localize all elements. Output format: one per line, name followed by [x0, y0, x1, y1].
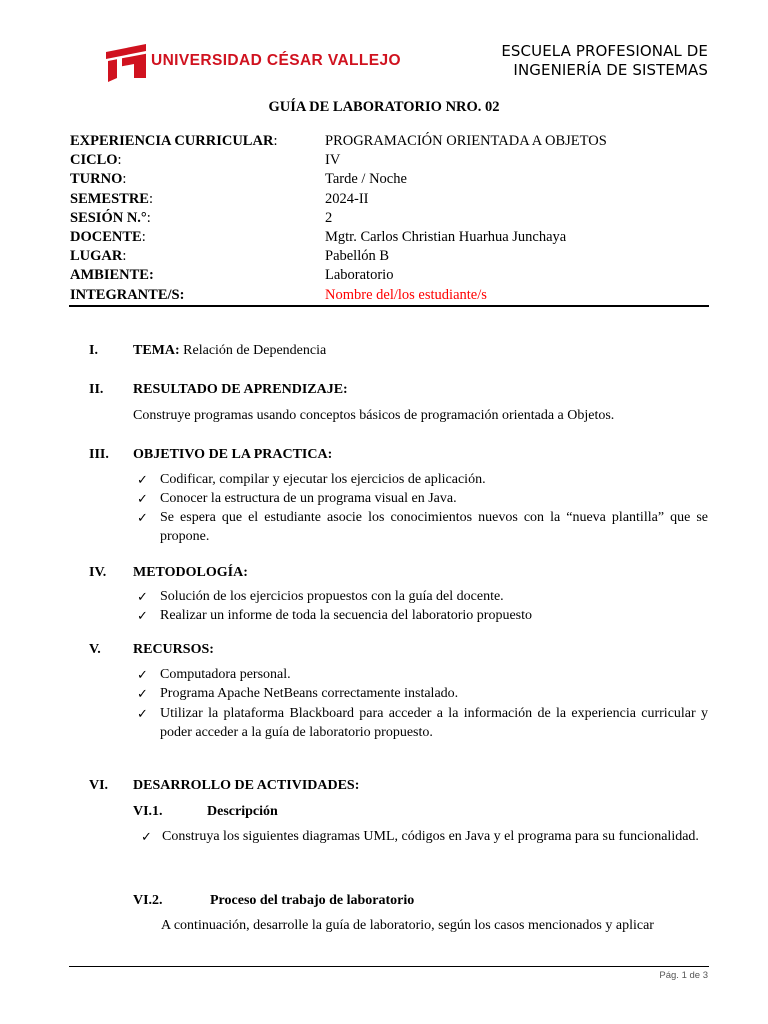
- section-title: RECURSOS:: [133, 642, 214, 657]
- info-row-experiencia: [70, 132, 710, 151]
- info-label: SESIÓN N.°: [70, 209, 147, 226]
- section-paragraph: Construye programas usando conceptos básicos de programación orientada a Objetos.: [133, 408, 615, 423]
- info-row-ciclo: [70, 151, 710, 170]
- info-label-colon: :: [117, 152, 122, 169]
- list-item: Programa Apache NetBeans correctamente instalado.: [160, 686, 459, 701]
- info-value: PROGRAMACIÓN ORIENTADA A OBJETOS: [325, 133, 607, 149]
- section-title: OBJETIVO DE LA PRACTICA:: [133, 447, 333, 462]
- info-row-semestre: [70, 190, 710, 209]
- info-value: 2: [325, 209, 333, 226]
- section-number: IV.: [89, 565, 107, 580]
- section-number: III.: [89, 447, 109, 462]
- section-number: II.: [89, 382, 104, 397]
- info-label: AMBIENTE:: [70, 267, 154, 284]
- info-value: Tarde / Noche: [325, 171, 407, 188]
- school-line-2: INGENIERÍA DE SISTEMAS: [513, 61, 708, 79]
- list-item: Realizar un informe de toda la secuencia del laboratorio propuesto: [160, 608, 533, 623]
- university-logo: [106, 42, 401, 84]
- ucv-logo-mark-icon: [106, 42, 146, 84]
- list-item: Computadora personal.: [160, 667, 291, 682]
- checkmark-icon: ✓: [137, 510, 148, 525]
- info-row-sesion: [70, 209, 710, 228]
- checkmark-icon: ✓: [137, 686, 148, 701]
- section-tema-text: Relación de Dependencia: [179, 343, 327, 358]
- subsection-title: Descripción: [207, 804, 278, 819]
- info-table: [70, 132, 710, 305]
- info-row-lugar: [70, 247, 710, 266]
- checkmark-icon: ✓: [137, 667, 148, 682]
- info-label: SEMESTRE: [70, 190, 149, 207]
- info-value: Mgtr. Carlos Christian Huarhua Junchaya: [325, 228, 567, 245]
- student-name-placeholder: Nombre del/los estudiante/s: [325, 286, 487, 303]
- list-item: Codificar, compilar y ejecutar los ejercicios de aplicación.: [160, 472, 486, 487]
- subsection-title: Proceso del trabajo de laboratorio: [210, 893, 415, 908]
- list-item: Solución de los ejercicios propuestos con la guía del docente.: [160, 589, 504, 604]
- section-title: METODOLOGÍA:: [133, 565, 248, 580]
- school-line-1: ESCUELA PROFESIONAL DE: [501, 42, 708, 60]
- info-value: IV: [325, 152, 341, 169]
- info-value: Laboratorio: [325, 267, 394, 284]
- info-row-docente: [70, 228, 710, 247]
- info-label-colon: :: [273, 133, 278, 149]
- info-value: Pabellón B: [325, 248, 390, 265]
- info-label-colon: :: [148, 190, 154, 207]
- info-row-turno: [70, 170, 710, 189]
- checkmark-icon: ✓: [141, 829, 152, 844]
- info-label: TURNO: [70, 171, 123, 188]
- info-label: INTEGRANTE/S:: [70, 286, 185, 303]
- section-title: RESULTADO DE APRENDIZAJE:: [133, 382, 348, 397]
- section-number: VI.: [89, 778, 109, 793]
- info-row-ambiente: [70, 266, 710, 285]
- university-wordmark: UNIVERSIDAD CÉSAR VALLEJO: [151, 52, 401, 69]
- section-title: TEMA:: [133, 343, 180, 358]
- info-divider: [69, 305, 709, 307]
- info-label-colon: :: [141, 228, 146, 245]
- info-value: 2024-II: [325, 190, 369, 207]
- info-label-colon: :: [146, 209, 151, 226]
- list-item: Construya los siguientes diagramas UML, códigos en Java y el programa para su funcionalidad.: [162, 829, 699, 844]
- subsection-number: VI.2.: [133, 893, 163, 908]
- checkmark-icon: ✓: [137, 589, 148, 604]
- info-label-colon: :: [122, 171, 127, 188]
- info-label: DOCENTE: [70, 228, 142, 245]
- info-row-integrantes: [70, 286, 710, 305]
- list-item: Utilizar la plataforma Blackboard para acceder a la información de la experiencia curricular y poder acceder a la guía de laboratorio propuesto.: [160, 706, 708, 741]
- info-label: CICLO: [70, 152, 118, 169]
- section-number: V.: [89, 642, 101, 657]
- info-label: EXPERIENCIA CURRICULAR: [70, 133, 274, 149]
- page-number: Pág. 1 de 3: [659, 970, 708, 981]
- checkmark-icon: ✓: [137, 608, 148, 623]
- section-title: DESARROLLO DE ACTIVIDADES:: [133, 778, 360, 793]
- checkmark-icon: ✓: [137, 472, 148, 487]
- list-item: Se espera que el estudiante asocie los conocimientos nuevos con la “nueva plantilla” que se propone.: [160, 510, 708, 545]
- section-tema: [133, 341, 326, 360]
- checkmark-icon: ✓: [137, 706, 148, 721]
- info-label-colon: :: [122, 248, 127, 265]
- footer-divider: [69, 966, 709, 967]
- school-header: [501, 42, 708, 80]
- subsection-number: VI.1.: [133, 804, 163, 819]
- section-number: I.: [89, 343, 98, 358]
- list-item: Conocer la estructura de un programa visual en Java.: [160, 491, 457, 506]
- checkmark-icon: ✓: [137, 491, 148, 506]
- subsection-paragraph: A continuación, desarrolle la guía de laboratorio, según los casos mencionados y aplicar: [161, 918, 654, 933]
- document-title: GUÍA DE LABORATORIO NRO. 02: [268, 99, 500, 115]
- info-label: LUGAR: [70, 248, 123, 265]
